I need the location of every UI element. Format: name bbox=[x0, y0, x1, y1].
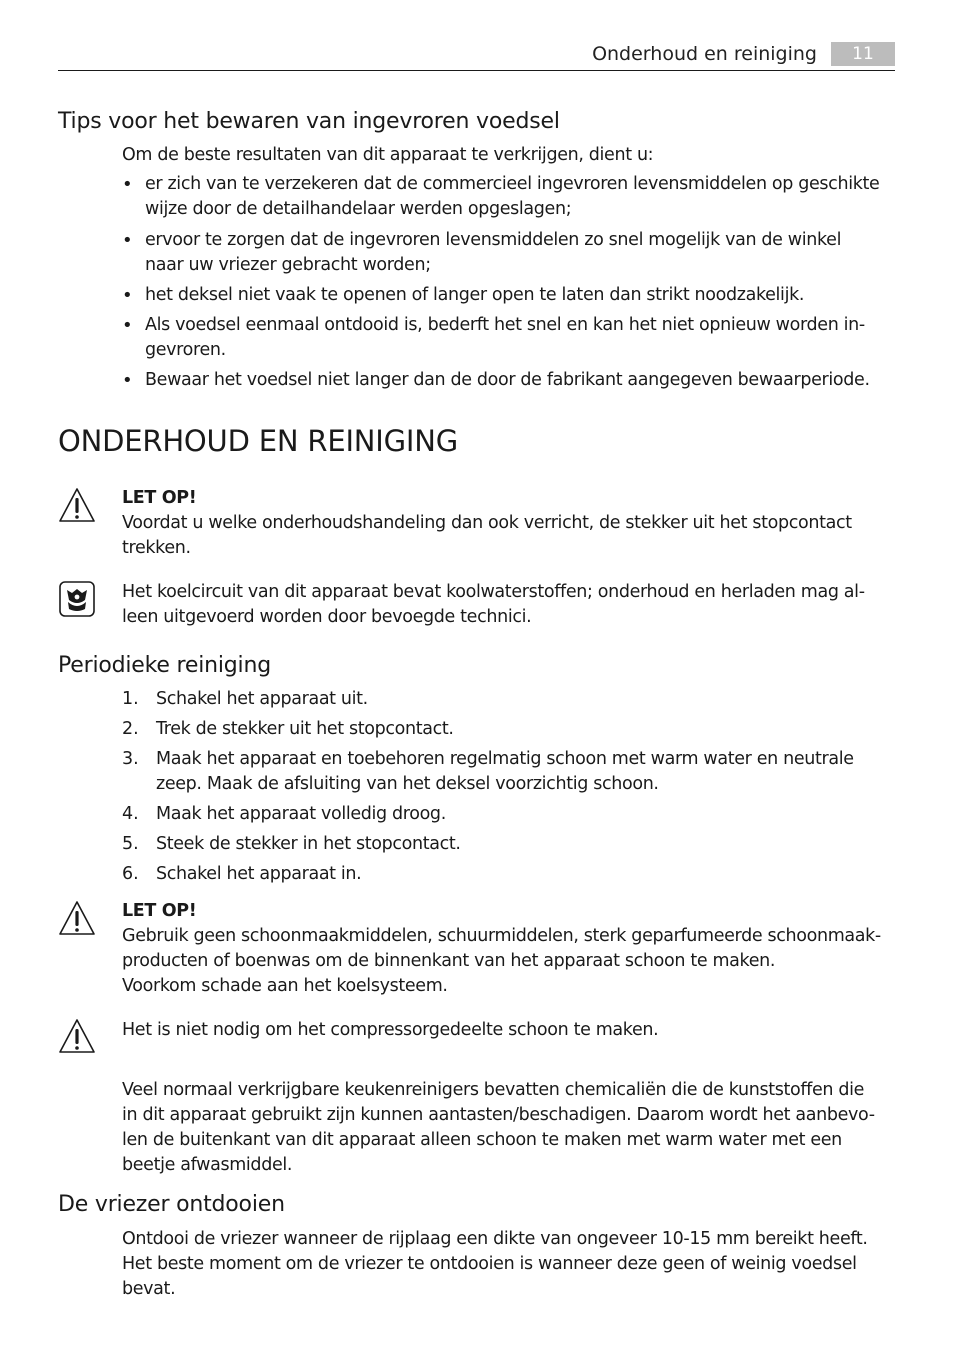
bullet-text: Bewaar het voedsel niet langer dan de door de fabrikant aangegeven bewaarperiode. bbox=[145, 370, 870, 390]
tips-heading: Tips voor het bewaren van ingevroren voedsel bbox=[58, 109, 560, 134]
tips-bullet-3 bbox=[0, 283, 954, 308]
step-text: Steek de stekker in het stopcontact. bbox=[156, 834, 461, 854]
step-number: 4. bbox=[122, 804, 139, 824]
bullet-dot: • bbox=[122, 174, 133, 195]
step-number: 3. bbox=[122, 749, 139, 769]
step-text: Maak het apparaat volledig droog. bbox=[156, 804, 446, 824]
warning-triangle-icon bbox=[58, 487, 96, 525]
warning2-title: LET OP! bbox=[122, 901, 197, 921]
tips-intro: Om de beste resultaten van dit apparaat te verkrijgen, dient u: bbox=[122, 145, 654, 165]
tips-bullet-2 bbox=[0, 228, 954, 275]
technician-symbol-icon bbox=[58, 580, 96, 618]
defrost-text: Ontdooi de vriezer wanneer de rijplaag een dikte van ongeveer 10-15 mm bereikt heeft. Het beste moment om de vriezer te ontdooien is wanneer deze geen of weinig voedsel bevat. bbox=[122, 1229, 868, 1299]
warning-triangle-icon bbox=[58, 1018, 96, 1056]
step-number: 2. bbox=[122, 719, 139, 739]
note1-text: Het koelcircuit van dit apparaat bevat koolwaterstoffen; onderhoud en herladen mag al- leen uitgevoerd worden door bevoegde technici. bbox=[122, 582, 865, 627]
step-number: 6. bbox=[122, 864, 139, 884]
step-text: Schakel het apparaat in. bbox=[156, 864, 362, 884]
defrost-heading: De vriezer ontdooien bbox=[58, 1192, 285, 1217]
warning-triangle-icon bbox=[58, 900, 96, 938]
tips-bullet-4 bbox=[0, 313, 954, 360]
bullet-text: het deksel niet vaak te openen of langer open te laten dan strikt noodzakelijk. bbox=[145, 285, 805, 305]
bullet-dot: • bbox=[122, 285, 133, 306]
tips-bullet-5 bbox=[0, 368, 954, 393]
step-text: Trek de stekker uit het stopcontact. bbox=[156, 719, 454, 739]
periodic-heading: Periodieke reiniging bbox=[58, 653, 271, 678]
tips-bullet-1 bbox=[0, 172, 954, 219]
step-number: 1. bbox=[122, 689, 139, 709]
warning2-text: Gebruik geen schoonmaakmiddelen, schuurmiddelen, sterk geparfumeerde schoonmaak- producten of boenwas om de binnenkant van het apparaat schoon te maken. Voorkom schade aan het koelsysteem. bbox=[122, 926, 881, 996]
page-number: 11 bbox=[831, 42, 895, 66]
bullet-dot: • bbox=[122, 315, 133, 336]
warning1-text: Voordat u welke onderhoudshandeling dan ook verricht, de stekker uit het stopcontact trekken. bbox=[122, 513, 852, 558]
bullet-text: er zich van te verzekeren dat de commercieel ingevroren levensmiddelen op geschikte wijze door de detailhandelaar werden opgeslagen; bbox=[145, 174, 880, 219]
bullet-dot: • bbox=[122, 370, 133, 391]
warning1-title: LET OP! bbox=[122, 488, 197, 508]
bullet-text: ervoor te zorgen dat de ingevroren levensmiddelen zo snel mogelijk van de winkel naar uw vriezer gebracht worden; bbox=[145, 230, 842, 275]
step-number: 5. bbox=[122, 834, 139, 854]
warning3-text: Het is niet nodig om het compressorgedeelte schoon te maken. bbox=[122, 1020, 659, 1040]
header-rule bbox=[58, 70, 895, 71]
step-text: Maak het apparaat en toebehoren regelmatig schoon met warm water en neutrale zeep. Maak de afsluiting van het deksel voorzichtig schoon. bbox=[156, 749, 854, 794]
bullet-dot: • bbox=[122, 230, 133, 251]
bullet-text: Als voedsel eenmaal ontdooid is, bederft het snel en kan het niet opnieuw worden in- gevroren. bbox=[145, 315, 865, 360]
step-text: Schakel het apparaat uit. bbox=[156, 689, 368, 709]
running-header-title: Onderhoud en reiniging bbox=[592, 43, 817, 65]
chapter-heading: ONDERHOUD EN REINIGING bbox=[58, 424, 459, 458]
cleaners-paragraph: Veel normaal verkrijgbare keukenreinigers bevatten chemicaliën die de kunststoffen die in dit apparaat gebruikt zijn kunnen aantasten/beschadigen. Daarom wordt het aanbevo- len de buitenkant van dit apparaat alleen schoon te maken met warm water met een beetje afwasmiddel. bbox=[122, 1080, 875, 1175]
